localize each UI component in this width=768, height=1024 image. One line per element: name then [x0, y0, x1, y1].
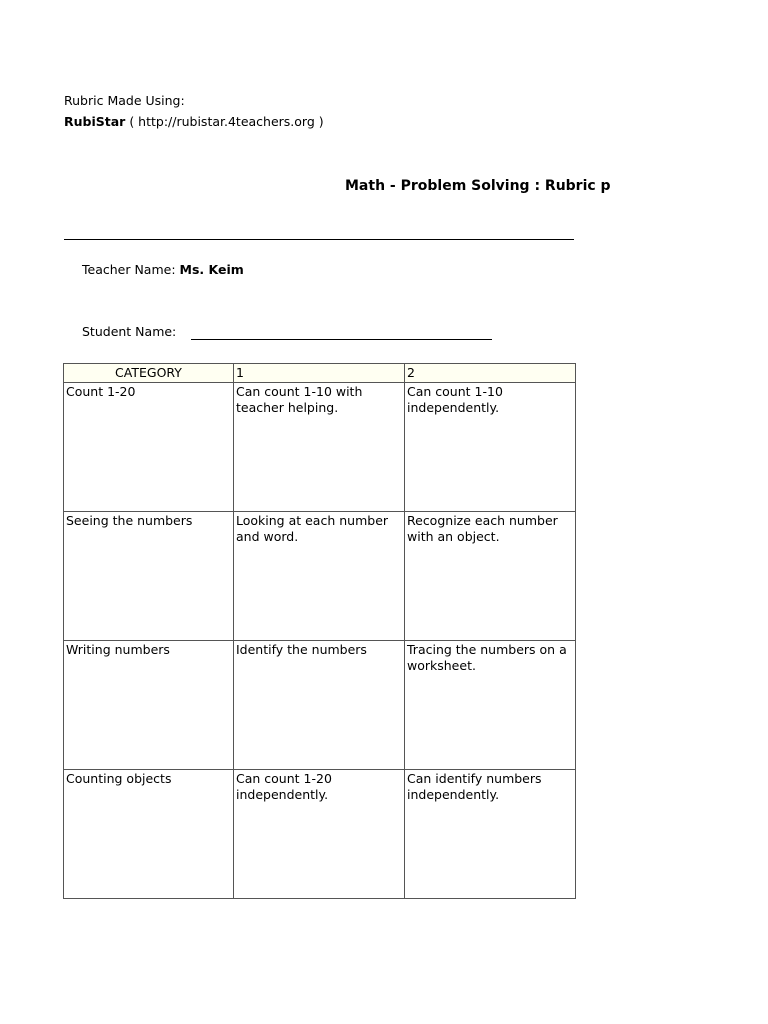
level-2-cell: Tracing the numbers on a worksheet. [405, 641, 576, 770]
level-2-cell: Can count 1-10 independently. [405, 383, 576, 512]
category-cell: Counting objects [64, 770, 234, 899]
teacher-name: Ms. Keim [179, 262, 244, 277]
rubistar-name: RubiStar [64, 114, 126, 129]
table-row [64, 383, 576, 512]
table-row [64, 770, 576, 899]
level-1-cell: Looking at each number and word. [234, 512, 405, 641]
title-divider [64, 239, 574, 240]
teacher-label: Teacher Name: [82, 262, 180, 277]
teacher-name-line [82, 262, 244, 278]
page-title: Math - Problem Solving : Rubric p [345, 178, 611, 194]
category-cell: Count 1-20 [64, 383, 234, 512]
table-header-row [64, 364, 576, 383]
student-name-blank [191, 339, 492, 340]
made-using-label: Rubric Made Using: [64, 93, 185, 108]
title-container [0, 175, 611, 199]
table-row [64, 512, 576, 641]
column-header-2: 2 [405, 364, 576, 383]
table-row [64, 641, 576, 770]
level-2-cell: Recognize each number with an object. [405, 512, 576, 641]
category-cell: Writing numbers [64, 641, 234, 770]
level-2-cell: Can identify numbers independently. [405, 770, 576, 899]
student-label: Student Name: [82, 324, 177, 339]
column-header-category: CATEGORY [64, 364, 234, 383]
category-cell: Seeing the numbers [64, 512, 234, 641]
level-1-cell: Can count 1-20 independently. [234, 770, 405, 899]
rubistar-url: ( http://rubistar.4teachers.org ) [125, 114, 324, 129]
rubric-table [63, 363, 576, 899]
rubistar-credit [64, 114, 324, 130]
level-1-cell: Can count 1-10 with teacher helping. [234, 383, 405, 512]
column-header-1: 1 [234, 364, 405, 383]
level-1-cell: Identify the numbers [234, 641, 405, 770]
